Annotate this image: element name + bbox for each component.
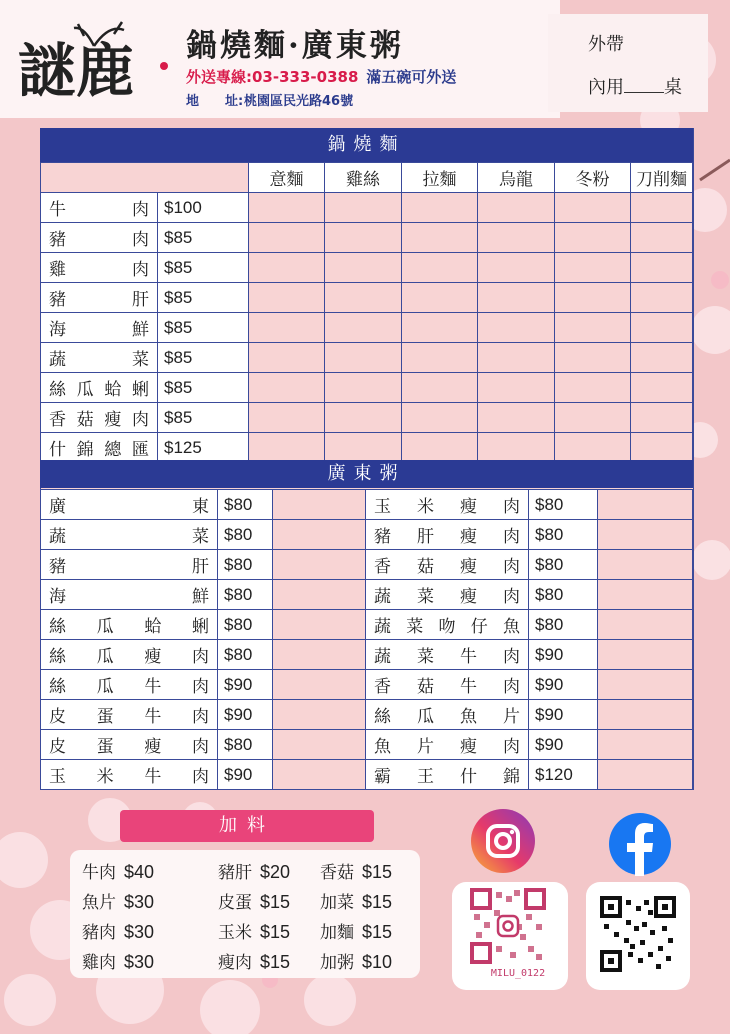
congee-order-cell[interactable] <box>273 760 366 790</box>
noodle-order-cell[interactable] <box>631 433 693 463</box>
extras-title: 加料 <box>120 810 374 842</box>
extra-item <box>218 888 290 913</box>
takeout-label: 外帶 <box>588 34 624 55</box>
noodle-order-cell[interactable] <box>478 253 555 283</box>
congee-item-price: $90 <box>218 670 273 700</box>
brand-logo <box>14 16 184 106</box>
congee-item-price: $80 <box>218 520 273 550</box>
congee-item-name: 蔬菜牛肉 <box>366 640 529 670</box>
noodle-section-title: 鍋燒麵 <box>40 128 693 162</box>
noodle-order-cell[interactable] <box>478 373 555 403</box>
noodle-order-cell[interactable] <box>478 313 555 343</box>
noodle-row <box>41 433 693 463</box>
extra-item-price: $30 <box>124 892 155 912</box>
noodle-order-cell[interactable] <box>555 343 631 373</box>
congee-item-name: 蔬菜 <box>41 520 218 550</box>
congee-item-price: $80 <box>218 640 273 670</box>
congee-row <box>41 730 693 760</box>
noodle-order-cell[interactable] <box>325 403 402 433</box>
noodle-order-cell[interactable] <box>555 283 631 313</box>
noodle-order-cell[interactable] <box>478 343 555 373</box>
congee-item-price: $90 <box>529 670 598 700</box>
noodle-item-name: 牛肉 <box>41 193 158 223</box>
noodle-order-cell[interactable] <box>325 373 402 403</box>
noodle-order-cell[interactable] <box>325 223 402 253</box>
congee-order-cell[interactable] <box>598 730 693 760</box>
noodle-item-name: 海鮮 <box>41 313 158 343</box>
congee-item-price: $80 <box>529 550 598 580</box>
congee-item-name: 玉米瘦肉 <box>366 490 529 520</box>
extra-item-price: $20 <box>260 862 291 882</box>
noodle-order-cell[interactable] <box>478 403 555 433</box>
noodle-order-cell[interactable] <box>631 253 693 283</box>
extra-item-name: 牛肉 <box>82 863 116 883</box>
noodle-item-name: 雞肉 <box>41 253 158 283</box>
congee-item-price: $90 <box>529 640 598 670</box>
noodle-item-name: 什錦總匯 <box>41 433 158 463</box>
congee-item-price: $90 <box>529 730 598 760</box>
noodle-order-cell[interactable] <box>402 433 478 463</box>
congee-item-name: 皮蛋瘦肉 <box>41 730 218 760</box>
noodle-order-cell[interactable] <box>631 223 693 253</box>
noodle-order-cell[interactable] <box>478 283 555 313</box>
extra-item <box>82 858 154 883</box>
noodle-order-cell[interactable] <box>249 433 325 463</box>
extra-item-price: $30 <box>124 952 155 972</box>
congee-order-cell[interactable] <box>598 640 693 670</box>
congee-item-name: 絲瓜瘦肉 <box>41 640 218 670</box>
noodle-order-cell[interactable] <box>631 343 693 373</box>
noodle-item-name: 蔬菜 <box>41 343 158 373</box>
congee-order-cell[interactable] <box>273 490 366 520</box>
noodle-order-cell[interactable] <box>249 343 325 373</box>
extra-item-name: 皮蛋 <box>218 893 252 913</box>
congee-order-cell[interactable] <box>273 580 366 610</box>
congee-row <box>41 520 693 550</box>
congee-order-cell[interactable] <box>598 490 693 520</box>
congee-row <box>41 670 693 700</box>
congee-row <box>41 640 693 670</box>
noodle-col: 意麵 <box>249 163 325 193</box>
extra-item-name: 加粥 <box>320 953 354 973</box>
extra-item-name: 玉米 <box>218 923 252 943</box>
instagram-handle: MILU_0122 <box>490 968 546 979</box>
congee-item-name: 魚片瘦肉 <box>366 730 529 760</box>
noodle-order-cell[interactable] <box>631 193 693 223</box>
noodle-col: 拉麵 <box>402 163 478 193</box>
noodle-order-cell[interactable] <box>325 193 402 223</box>
noodle-order-cell[interactable] <box>555 253 631 283</box>
noodle-order-cell[interactable] <box>631 313 693 343</box>
dinein-suffix: 桌 <box>664 77 682 98</box>
noodle-row <box>41 403 693 433</box>
noodle-item-price: $85 <box>158 253 249 283</box>
congee-item-name: 絲瓜牛肉 <box>41 670 218 700</box>
congee-table <box>40 489 693 790</box>
congee-order-cell[interactable] <box>598 520 693 550</box>
noodle-order-cell[interactable] <box>249 283 325 313</box>
noodle-order-cell[interactable] <box>478 433 555 463</box>
brand-title: 鍋燒麵·廣東粥 <box>186 28 404 64</box>
noodle-order-cell[interactable] <box>555 373 631 403</box>
congee-row <box>41 760 693 790</box>
noodle-order-cell[interactable] <box>325 313 402 343</box>
noodle-order-cell[interactable] <box>555 193 631 223</box>
congee-item-price: $90 <box>218 700 273 730</box>
noodle-order-cell[interactable] <box>325 433 402 463</box>
extra-item-price: $30 <box>124 922 155 942</box>
congee-item-name: 絲瓜蛤蜊 <box>41 610 218 640</box>
noodle-order-cell[interactable] <box>631 283 693 313</box>
extra-item-price: $10 <box>362 952 393 972</box>
congee-order-cell[interactable] <box>598 670 693 700</box>
extra-item-price: $15 <box>362 922 393 942</box>
noodle-order-cell[interactable] <box>555 313 631 343</box>
congee-item-name: 玉米牛肉 <box>41 760 218 790</box>
noodle-item-price: $125 <box>158 433 249 463</box>
noodle-order-cell[interactable] <box>249 253 325 283</box>
noodle-col: 雞絲 <box>325 163 402 193</box>
delivery-hotline: 外送專線:03-333-0388 <box>186 68 359 86</box>
noodle-order-cell[interactable] <box>555 433 631 463</box>
congee-order-cell[interactable] <box>273 670 366 700</box>
noodle-order-cell[interactable] <box>402 313 478 343</box>
congee-row <box>41 490 693 520</box>
noodle-order-cell[interactable] <box>555 223 631 253</box>
delivery-note: 滿五碗可外送 <box>366 68 457 86</box>
facebook-icon[interactable] <box>608 812 672 876</box>
congee-item-name: 豬肝瘦肉 <box>366 520 529 550</box>
noodle-item-price: $85 <box>158 373 249 403</box>
extra-item <box>218 948 290 973</box>
extra-item <box>320 948 392 973</box>
congee-order-cell[interactable] <box>273 520 366 550</box>
congee-item-name: 香菇瘦肉 <box>366 550 529 580</box>
congee-item-price: $90 <box>218 760 273 790</box>
congee-order-cell[interactable] <box>273 550 366 580</box>
noodle-row <box>41 193 693 223</box>
congee-order-cell[interactable] <box>273 700 366 730</box>
delivery-line <box>186 66 456 87</box>
extra-item <box>82 918 154 943</box>
congee-order-cell[interactable] <box>598 700 693 730</box>
logo-text: 謎鹿 <box>18 37 135 105</box>
noodle-order-cell[interactable] <box>402 403 478 433</box>
congee-item-price: $80 <box>218 490 273 520</box>
noodle-header-row <box>41 163 693 193</box>
address-label: 地 址: <box>186 94 244 109</box>
extra-item-name: 加麵 <box>320 923 354 943</box>
congee-item-name: 皮蛋牛肉 <box>41 700 218 730</box>
congee-order-cell[interactable] <box>273 640 366 670</box>
extra-item <box>320 888 392 913</box>
extra-item-name: 香菇 <box>320 863 354 883</box>
congee-item-price: $80 <box>529 610 598 640</box>
noodle-order-cell[interactable] <box>402 373 478 403</box>
extra-item-name: 豬肉 <box>82 923 116 943</box>
extra-item-price: $15 <box>260 892 291 912</box>
noodle-order-cell[interactable] <box>478 193 555 223</box>
congee-row <box>41 550 693 580</box>
congee-item-name: 廣東 <box>41 490 218 520</box>
noodle-order-cell[interactable] <box>249 223 325 253</box>
instagram-icon[interactable] <box>470 808 536 874</box>
noodle-col: 刀削麵 <box>631 163 693 193</box>
extra-item-name: 雞肉 <box>82 953 116 973</box>
noodle-item-price: $85 <box>158 313 249 343</box>
congee-item-price: $80 <box>218 610 273 640</box>
extra-item-name: 魚片 <box>82 893 116 913</box>
noodle-row <box>41 253 693 283</box>
congee-row <box>41 700 693 730</box>
congee-item-price: $90 <box>529 700 598 730</box>
extra-item <box>320 858 392 883</box>
noodle-order-cell[interactable] <box>325 283 402 313</box>
congee-item-price: $80 <box>529 580 598 610</box>
table-number-blank[interactable] <box>624 92 664 93</box>
noodle-item-name: 絲瓜蛤蜊 <box>41 373 158 403</box>
noodle-table <box>40 162 693 463</box>
noodle-row <box>41 223 693 253</box>
extra-item-name: 加菜 <box>320 893 354 913</box>
congee-row <box>41 610 693 640</box>
congee-section-title: 廣東粥 <box>40 460 693 488</box>
noodle-order-cell[interactable] <box>249 373 325 403</box>
congee-item-name: 蔬菜瘦肉 <box>366 580 529 610</box>
congee-order-cell[interactable] <box>598 580 693 610</box>
extra-item-price: $40 <box>124 862 155 882</box>
noodle-order-cell[interactable] <box>631 403 693 433</box>
noodle-item-price: $85 <box>158 223 249 253</box>
noodle-col: 烏龍 <box>478 163 555 193</box>
extra-item-name: 豬肝 <box>218 863 252 883</box>
extra-item <box>320 918 392 943</box>
noodle-order-cell[interactable] <box>325 253 402 283</box>
noodle-row <box>41 373 693 403</box>
noodle-row <box>41 343 693 373</box>
noodle-item-name: 豬肝 <box>41 283 158 313</box>
noodle-order-cell[interactable] <box>249 313 325 343</box>
congee-item-price: $80 <box>529 520 598 550</box>
noodle-order-cell[interactable] <box>402 253 478 283</box>
congee-item-name: 絲瓜魚片 <box>366 700 529 730</box>
noodle-order-cell[interactable] <box>325 343 402 373</box>
noodle-row <box>41 313 693 343</box>
noodle-order-cell[interactable] <box>555 403 631 433</box>
instagram-qr-icon[interactable] <box>470 888 546 964</box>
extra-item-name: 瘦肉 <box>218 953 252 973</box>
congee-order-cell[interactable] <box>273 730 366 760</box>
noodle-order-cell[interactable] <box>402 223 478 253</box>
extra-item <box>218 858 290 883</box>
congee-item-price: $80 <box>218 550 273 580</box>
noodle-order-cell[interactable] <box>402 343 478 373</box>
noodle-order-cell[interactable] <box>249 403 325 433</box>
dinein-label <box>588 73 682 99</box>
dinein-prefix: 內用 <box>588 77 624 98</box>
congee-item-name: 蔬菜吻仔魚 <box>366 610 529 640</box>
congee-item-name: 霸王什錦 <box>366 760 529 790</box>
address-value: 桃園區民光路46號 <box>244 94 354 109</box>
congee-order-cell[interactable] <box>273 610 366 640</box>
congee-order-cell[interactable] <box>598 610 693 640</box>
congee-order-cell[interactable] <box>598 550 693 580</box>
noodle-header-blank <box>41 163 249 193</box>
congee-row <box>41 580 693 610</box>
noodle-order-cell[interactable] <box>249 193 325 223</box>
noodle-item-price: $100 <box>158 193 249 223</box>
extra-item-price: $15 <box>260 952 291 972</box>
congee-item-name: 豬肝 <box>41 550 218 580</box>
congee-item-price: $80 <box>218 730 273 760</box>
noodle-order-cell[interactable] <box>402 283 478 313</box>
extra-item <box>82 888 154 913</box>
noodle-item-price: $85 <box>158 403 249 433</box>
facebook-qr-icon[interactable] <box>600 896 676 972</box>
congee-item-price: $120 <box>529 760 598 790</box>
extras-box <box>70 850 420 978</box>
noodle-item-price: $85 <box>158 343 249 373</box>
extra-item-price: $15 <box>362 892 393 912</box>
noodle-item-price: $85 <box>158 283 249 313</box>
extra-item-price: $15 <box>362 862 393 882</box>
address-line <box>186 90 353 109</box>
extra-item <box>218 918 290 943</box>
noodle-order-cell[interactable] <box>631 373 693 403</box>
extra-item <box>82 948 154 973</box>
noodle-order-cell[interactable] <box>402 193 478 223</box>
congee-item-name: 海鮮 <box>41 580 218 610</box>
congee-item-price: $80 <box>529 490 598 520</box>
congee-item-name: 香菇牛肉 <box>366 670 529 700</box>
noodle-item-name: 豬肉 <box>41 223 158 253</box>
noodle-row <box>41 283 693 313</box>
noodle-order-cell[interactable] <box>478 223 555 253</box>
noodle-item-name: 香菇瘦肉 <box>41 403 158 433</box>
extra-item-price: $15 <box>260 922 291 942</box>
noodle-col: 冬粉 <box>555 163 631 193</box>
congee-order-cell[interactable] <box>598 760 693 790</box>
congee-item-price: $80 <box>218 580 273 610</box>
